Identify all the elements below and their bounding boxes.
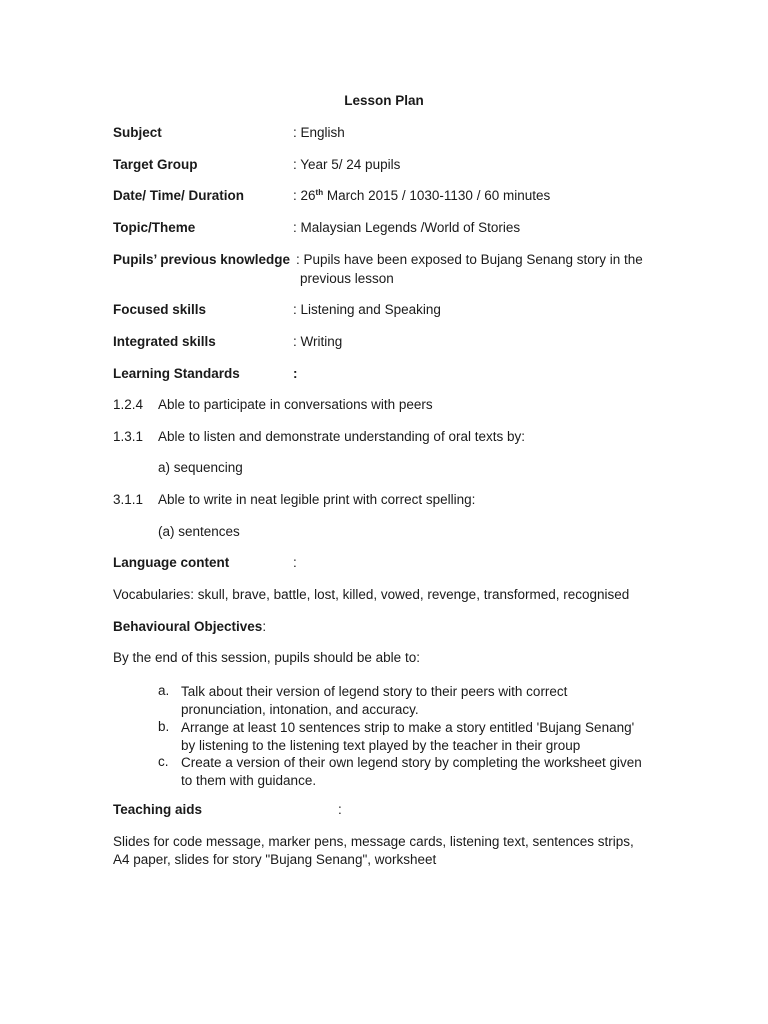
standard-sub-item: a) sequencing	[158, 460, 243, 475]
language-content-colon: :	[293, 555, 297, 570]
subject-value: : English	[293, 125, 345, 140]
previous-knowledge-label: Pupils’ previous knowledge	[113, 252, 291, 267]
integrated-skills-label: Integrated skills	[113, 334, 216, 349]
focused-skills-label: Focused skills	[113, 302, 207, 317]
objective-line: Create a version of their own legend story by completing the worksheet given	[181, 755, 642, 770]
previous-knowledge-value-line2: previous lesson	[300, 271, 394, 286]
objective-marker: a.	[158, 683, 170, 698]
objective-marker: b.	[158, 719, 170, 734]
behavioural-objectives-colon: :	[262, 619, 267, 634]
date-value	[293, 188, 550, 203]
objective-line: by listening to the listening text played by the teacher in their group	[181, 738, 581, 753]
date-value-day: : 26	[293, 188, 316, 203]
behavioural-objectives-heading	[113, 619, 266, 634]
target-group-label: Target Group	[113, 157, 198, 172]
standard-text: Able to listen and demonstrate understanding of oral texts by:	[158, 429, 525, 444]
language-content-label: Language content	[113, 555, 230, 570]
subject-label: Subject	[113, 125, 162, 140]
topic-label: Topic/Theme	[113, 220, 196, 235]
page-title: Lesson Plan	[344, 93, 424, 108]
focused-skills-value: : Listening and Speaking	[293, 302, 441, 317]
standard-number: 3.1.1	[113, 492, 144, 507]
date-value-suffix: th	[315, 188, 324, 197]
date-value-rest: March 2015 / 1030-1130 / 60 minutes	[323, 188, 551, 203]
standard-text: Able to participate in conversations with peers	[158, 397, 433, 412]
teaching-aids-label: Teaching aids	[113, 802, 203, 817]
standard-text: Able to write in neat legible print with correct spelling:	[158, 492, 476, 507]
date-label: Date/ Time/ Duration	[113, 188, 245, 203]
integrated-skills-value: : Writing	[293, 334, 343, 349]
learning-standards-colon: :	[293, 366, 298, 381]
objective-marker: c.	[158, 754, 169, 769]
standard-number: 1.3.1	[113, 429, 144, 444]
teaching-aids-colon: :	[338, 802, 342, 817]
teaching-aids-line1: Slides for code message, marker pens, message cards, listening text, sentences strips,	[113, 834, 634, 849]
topic-value: : Malaysian Legends /World of Stories	[293, 220, 521, 235]
objective-line: to them with guidance.	[181, 773, 317, 788]
objective-line: Arrange at least 10 sentences strip to make a story entitled 'Bujang Senang'	[181, 720, 635, 735]
target-group-value: : Year 5/ 24 pupils	[293, 157, 401, 172]
objectives-intro: By the end of this session, pupils should be able to:	[113, 650, 420, 665]
objective-line: Talk about their version of legend story to their peers with correct	[181, 684, 568, 699]
vocabularies-text: Vocabularies: skull, brave, battle, lost, killed, vowed, revenge, transformed, recognised	[113, 587, 630, 602]
objective-line: pronunciation, intonation, and accuracy.	[181, 702, 419, 717]
learning-standards-label: Learning Standards	[113, 366, 240, 381]
previous-knowledge-value-line1: : Pupils have been exposed to Bujang Senang story in the	[296, 252, 643, 267]
behavioural-objectives-label: Behavioural Objectives	[113, 619, 263, 634]
standard-number: 1.2.4	[113, 397, 144, 412]
standard-sub-item: (a) sentences	[158, 524, 240, 539]
teaching-aids-line2: A4 paper, slides for story "Bujang Senang", worksheet	[113, 852, 437, 867]
